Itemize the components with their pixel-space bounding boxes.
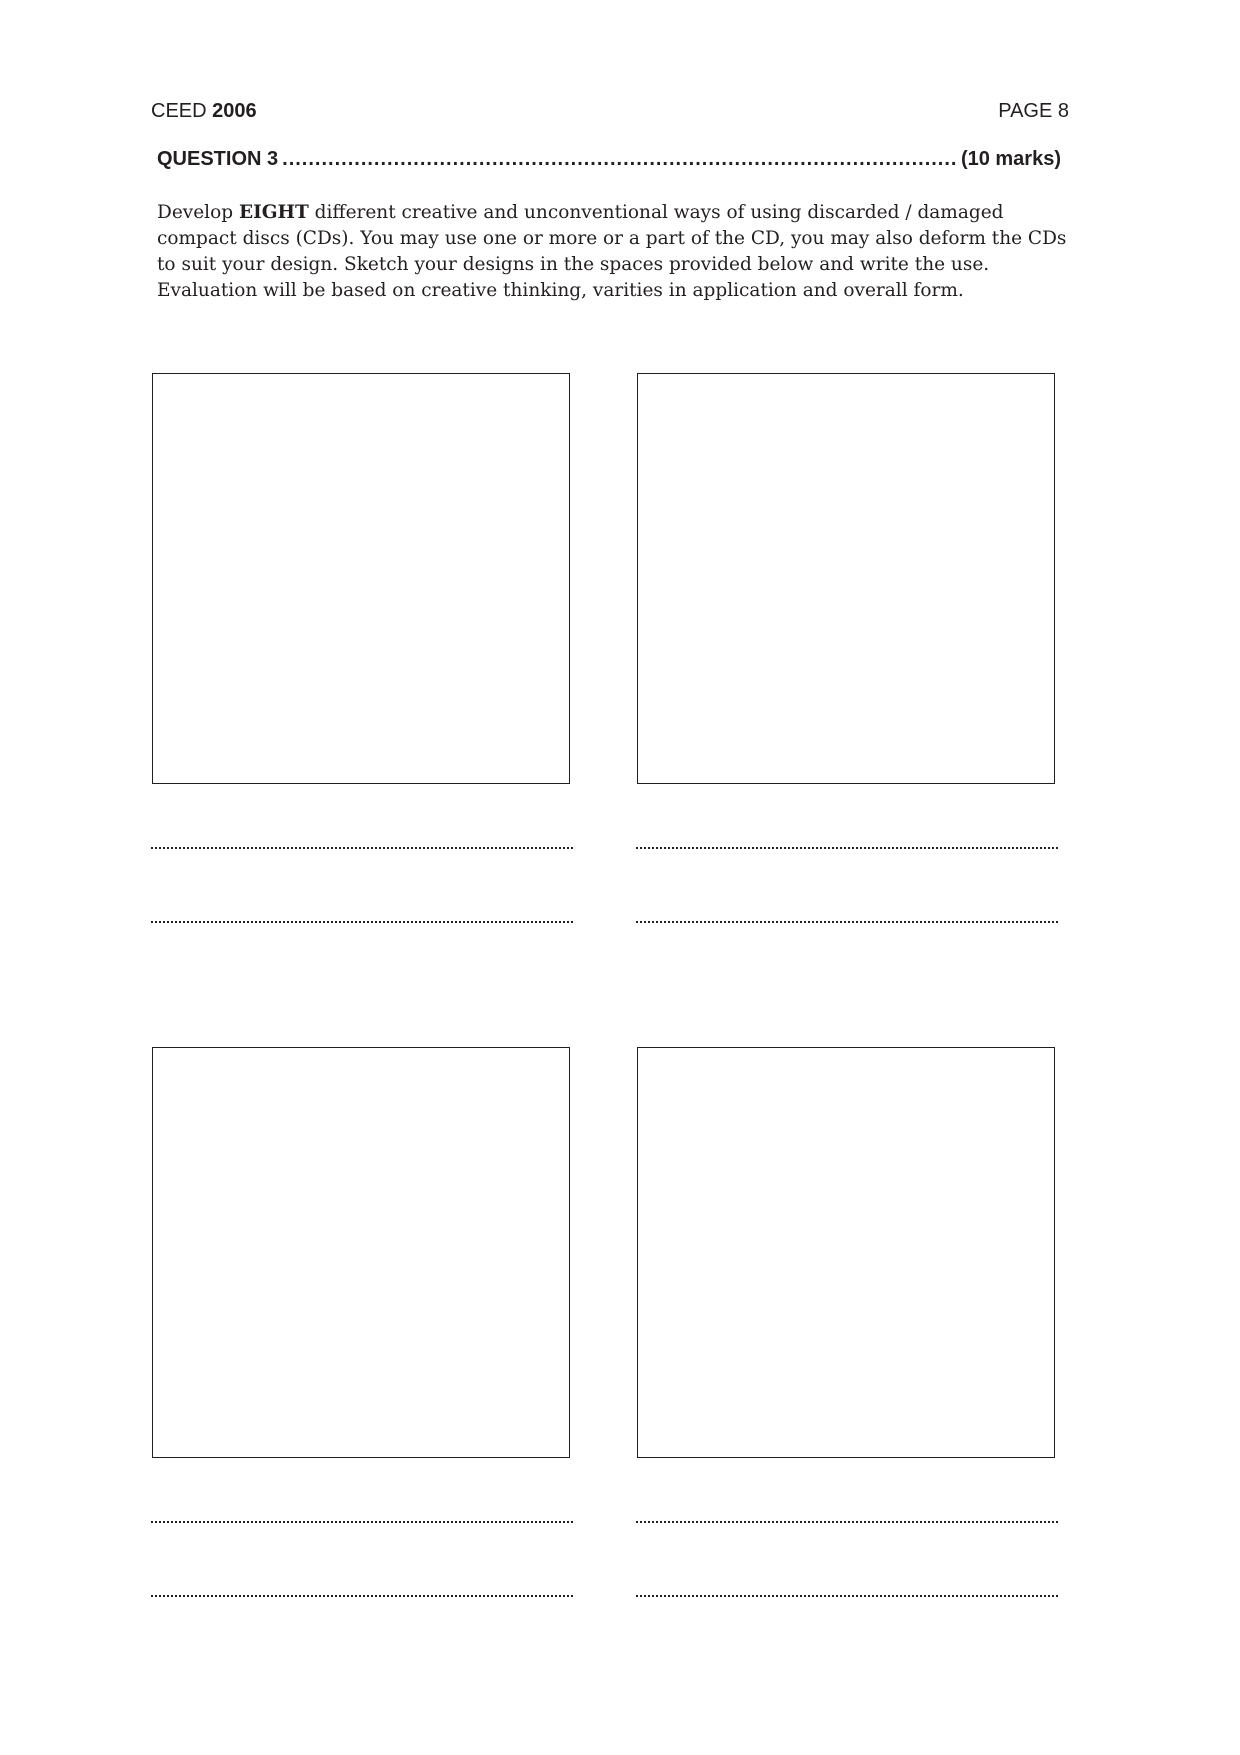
- sketch-box-4[interactable]: [637, 1047, 1055, 1458]
- sketch-box-2[interactable]: [637, 373, 1055, 784]
- answer-line-2a[interactable]: [636, 847, 1058, 849]
- answer-line-2b[interactable]: [636, 921, 1058, 923]
- question-instructions: [157, 200, 1077, 304]
- dotted-leader: [282, 148, 957, 171]
- exam-title: [151, 100, 257, 123]
- answer-line-1b[interactable]: [151, 921, 573, 923]
- question-title: QUESTION 3: [157, 148, 279, 170]
- instructions-paragraph: [157, 200, 1077, 278]
- answer-line-4b[interactable]: [636, 1595, 1058, 1597]
- sketch-box-3[interactable]: [152, 1047, 570, 1458]
- question-marks: (10 marks): [960, 148, 1061, 170]
- answer-line-1a[interactable]: [151, 847, 573, 849]
- answer-line-4a[interactable]: [636, 1521, 1058, 1523]
- evaluation-note: Evaluation will be based on creative thinking, varities in application and overall form.: [157, 280, 964, 301]
- instructions-text-rest: different creative and unconventional ways of using discarded / damaged compact discs (CDs). You may use one or more or a part of the CD, you may also deform the CDs to suit your design. Sketch your designs in the spaces provided below and write the use.: [157, 202, 1067, 275]
- instructions-text-start: Develop: [157, 202, 239, 223]
- page-header: [151, 100, 1069, 130]
- exam-prefix: CEED: [151, 100, 207, 122]
- answer-line-3b[interactable]: [151, 1595, 573, 1597]
- instructions-emphasis: EIGHT: [238, 202, 309, 223]
- sketch-box-1[interactable]: [152, 373, 570, 784]
- answer-line-3a[interactable]: [151, 1521, 573, 1523]
- question-heading: [157, 148, 1061, 178]
- page-number: PAGE 8: [998, 100, 1069, 122]
- exam-year: 2006: [212, 100, 257, 122]
